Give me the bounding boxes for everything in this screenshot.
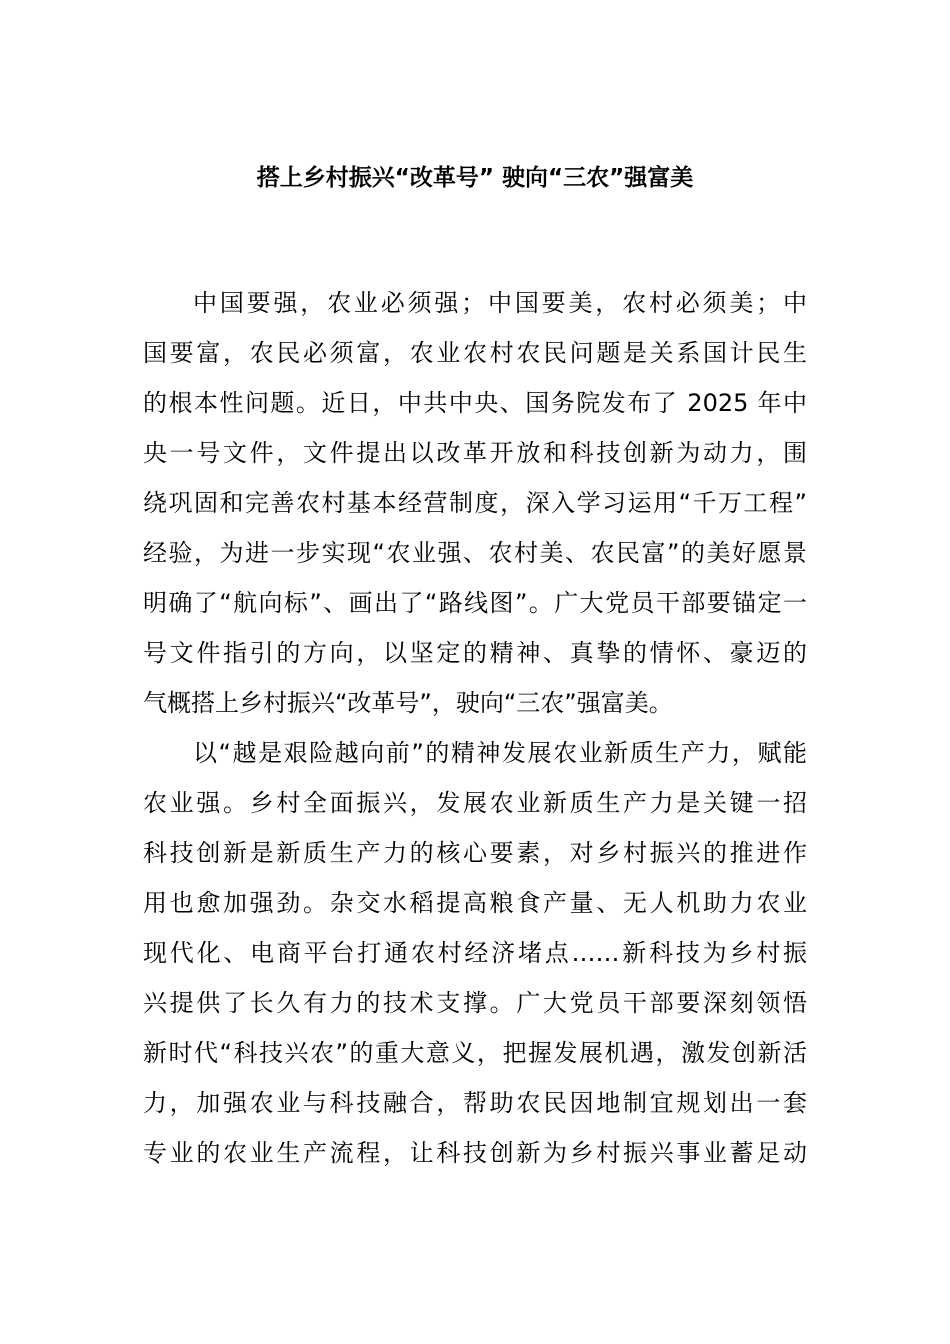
document-body — [143, 278, 807, 1178]
text-line: 明确了“航向标”、画出了“路线图”。广大党员干部要锚定一 — [143, 589, 807, 617]
text-line: 国要富，农民必须富，农业农村农民问题是关系国计民生 — [143, 339, 807, 367]
text-line: 力，加强农业与科技融合，帮助农民因地制宜规划出一套 — [143, 1089, 807, 1117]
text-line: 兴提供了长久有力的技术支撑。广大党员干部要深刻领悟 — [143, 989, 807, 1017]
text-line: 央一号文件，文件提出以改革开放和科技创新为动力，围 — [143, 439, 807, 467]
text-line: 用也愈加强劲。杂交水稻提高粮食产量、无人机助力农业 — [143, 889, 807, 917]
paragraph-2 — [143, 728, 807, 1178]
text-line: 专业的农业生产流程，让科技创新为乡村振兴事业蓄足动 — [143, 1139, 807, 1167]
text-line: 号文件指引的方向，以坚定的精神、真挚的情怀、豪迈的 — [143, 639, 807, 667]
text-line: 新时代“科技兴农”的重大意义，把握发展机遇，激发创新活 — [143, 1039, 807, 1067]
text-line: 中国要强，农业必须强；中国要美，农村必须美；中 — [193, 289, 807, 317]
text-line: 科技创新是新质生产力的核心要素，对乡村振兴的推进作 — [143, 839, 807, 867]
paragraph-1 — [143, 278, 807, 728]
text-line: 绕巩固和完善农村基本经营制度，深入学习运用“千万工程” — [143, 489, 807, 517]
text-line: 农业强。乡村全面振兴，发展农业新质生产力是关键一招 — [143, 789, 807, 817]
text-line: 经验，为进一步实现“农业强、农村美、农民富”的美好愿景 — [143, 539, 807, 567]
document-title: 搭上乡村振兴“改革号” 驶向“三农”强富美 — [256, 165, 694, 191]
text-line: 以“越是艰险越向前”的精神发展农业新质生产力，赋能 — [193, 739, 807, 767]
text-line: 气概搭上乡村振兴“改革号”，驶向“三农”强富美。 — [143, 689, 673, 717]
text-line: 现代化、电商平台打通农村经济堵点……新科技为乡村振 — [143, 939, 807, 967]
text-line: 的根本性问题。近日，中共中央、国务院发布了 2025 年中 — [143, 389, 807, 417]
